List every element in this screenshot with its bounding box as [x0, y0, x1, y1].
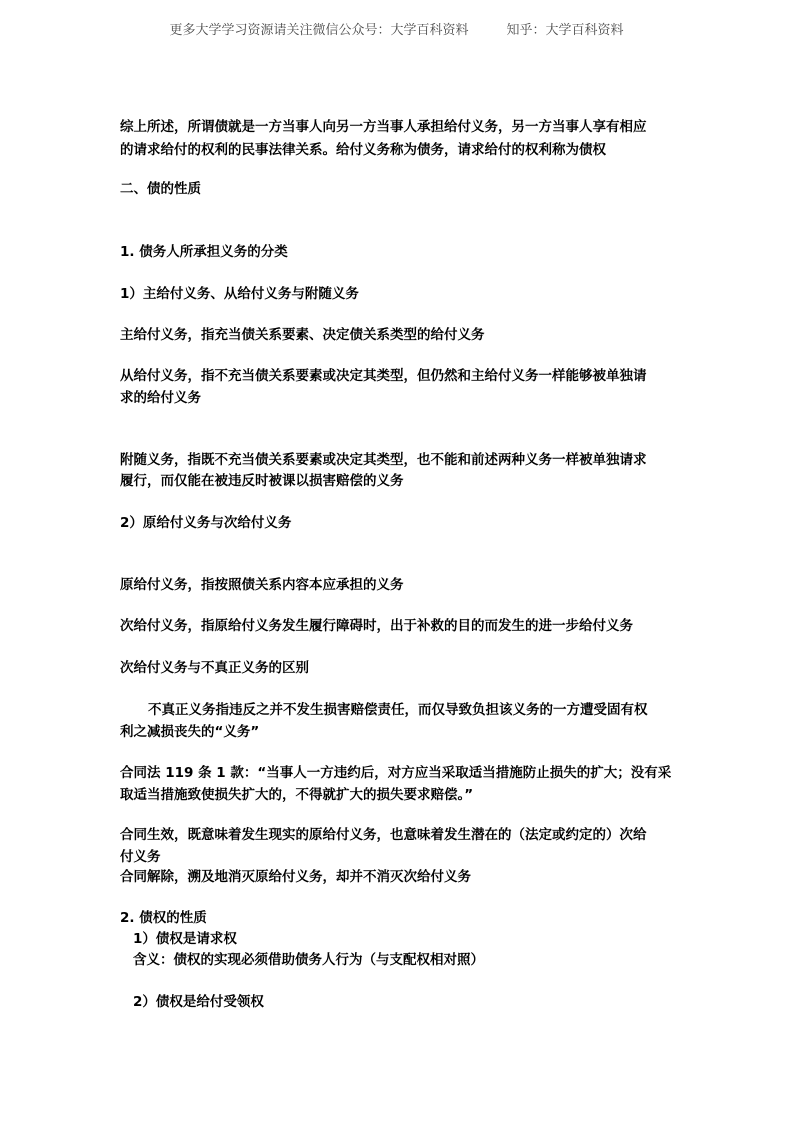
header-zhihu-note: 知乎：大学百科资料 [506, 23, 624, 38]
paragraph-claim-meaning: 含义：债权的实现必须借助债务人行为（与支配权相对照） [133, 952, 484, 968]
paragraph-distinction-heading: 次给付义务与不真正义务的区别 [120, 660, 309, 676]
page-header [0, 19, 793, 38]
section-heading-nature-of-debt: 二、债的性质 [120, 181, 201, 197]
paragraph-summary-line-1: 综上所述，所谓债就是一方当事人向另一方当事人承担给付义务，另一方当事人享有相应 [120, 119, 647, 135]
paragraph-contract-law-line-2: 取适当措施致使损失扩大的，不得就扩大的损失要求赔偿。” [120, 787, 474, 803]
paragraph-improper-duty-line-1: 不真正义务指违反之并不发生损害赔偿责任，而仅导致负担该义务的一方遭受固有权 [148, 702, 648, 718]
paragraph-contract-effect-line-2: 付义务 [120, 849, 161, 865]
subheading-original-subsequent-duties: 2）原给付义务与次给付义务 [120, 515, 292, 531]
paragraph-subsequent-duty: 次给付义务，指原给付义务发生履行障碍时，出于补救的目的而发生的进一步给付义务 [120, 618, 633, 634]
paragraph-collateral-duty-line-2: 履行，而仅能在被违反时被课以损害赔偿的义务 [120, 473, 404, 489]
paragraph-main-duty: 主给付义务，指充当债关系要素、决定债关系类型的给付义务 [120, 327, 485, 343]
paragraph-secondary-duty-line-2: 求的给付义务 [120, 390, 201, 406]
paragraph-contract-effect-line-1: 合同生效，既意味着发生现实的原给付义务，也意味着发生潜在的（法定或约定的）次给 [120, 827, 647, 843]
paragraph-improper-duty-line-2: 利之减损丧失的“义务” [120, 724, 260, 740]
paragraph-collateral-duty-line-1: 附随义务，指既不充当债关系要素或决定其类型，也不能和前述两种义务一样被单独请求 [120, 452, 647, 468]
header-wechat-note: 更多大学学习资源请关注微信公众号：大学百科资料 [169, 23, 469, 38]
subheading-obligation-classification: 1. 债务人所承担义务的分类 [120, 244, 288, 260]
paragraph-original-duty: 原给付义务，指按照债关系内容本应承担的义务 [120, 577, 404, 593]
subheading-claim-is-receipt-right: 2）债权是给付受领权 [133, 994, 264, 1010]
paragraph-secondary-duty-line-1: 从给付义务，指不充当债关系要素或决定其类型，但仍然和主给付义务一样能够被单独请 [120, 368, 647, 384]
paragraph-summary-line-2: 的请求给付的权利的民事法律关系。给付义务称为债务，请求给付的权利称为债权 [120, 142, 606, 158]
paragraph-contract-law-line-1: 合同法 119 条 1 款：“当事人一方违约后，对方应当采取适当措施防止损失的扩大；没有采 [120, 765, 672, 781]
subheading-main-secondary-duties: 1）主给付义务、从给付义务与附随义务 [120, 286, 359, 302]
subheading-claim-is-request-right: 1）债权是请求权 [133, 931, 237, 947]
paragraph-contract-rescission: 合同解除，溯及地消灭原给付义务，却并不消灭次给付义务 [120, 869, 471, 885]
subheading-nature-of-claim: 2. 债权的性质 [120, 910, 207, 926]
